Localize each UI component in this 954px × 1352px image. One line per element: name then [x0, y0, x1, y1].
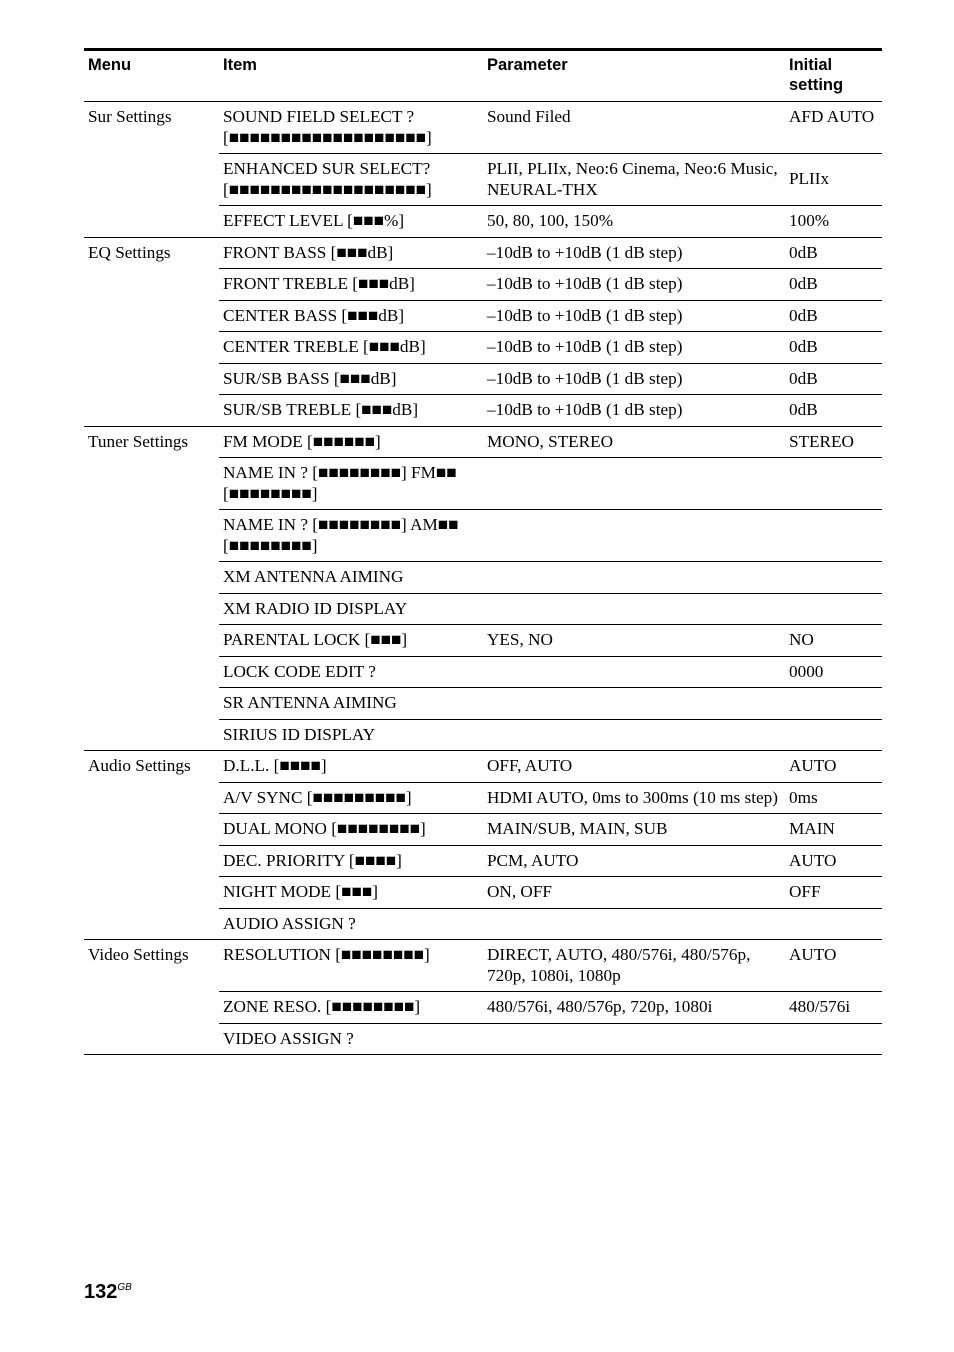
table-body: [84, 102, 882, 1055]
item-cell: AUDIO ASSIGN ?: [219, 908, 483, 940]
item-cell: NAME IN ? [■■■■■■■■] FM■■ [■■■■■■■■]: [219, 458, 483, 510]
parameter-cell: [483, 908, 785, 940]
initial-setting-cell: AUTO: [785, 940, 882, 992]
item-cell: D.L.L. [■■■■]: [219, 751, 483, 783]
initial-setting-cell: [785, 593, 882, 625]
header-menu: Menu: [84, 49, 219, 102]
initial-setting-cell: MAIN: [785, 814, 882, 846]
item-cell: XM RADIO ID DISPLAY: [219, 593, 483, 625]
initial-setting-cell: [785, 1023, 882, 1055]
initial-setting-cell: 0dB: [785, 269, 882, 301]
initial-setting-cell: PLIIx: [785, 154, 882, 206]
item-cell: ZONE RESO. [■■■■■■■■]: [219, 992, 483, 1024]
header-parameter: Parameter: [483, 49, 785, 102]
parameter-cell: 480/576i, 480/576p, 720p, 1080i: [483, 992, 785, 1024]
parameter-cell: –10dB to +10dB (1 dB step): [483, 395, 785, 427]
parameter-cell: [483, 562, 785, 594]
initial-setting-cell: 0ms: [785, 782, 882, 814]
parameter-cell: MAIN/SUB, MAIN, SUB: [483, 814, 785, 846]
initial-setting-cell: [785, 458, 882, 510]
initial-setting-cell: STEREO: [785, 426, 882, 458]
item-cell: DEC. PRIORITY [■■■■]: [219, 845, 483, 877]
initial-setting-cell: 100%: [785, 206, 882, 238]
table-header: [84, 49, 882, 102]
initial-setting-cell: [785, 510, 882, 562]
initial-setting-cell: NO: [785, 625, 882, 657]
parameter-cell: [483, 1023, 785, 1055]
item-cell: SUR/SB BASS [■■■dB]: [219, 363, 483, 395]
item-cell: DUAL MONO [■■■■■■■■]: [219, 814, 483, 846]
item-cell: XM ANTENNA AIMING: [219, 562, 483, 594]
parameter-cell: –10dB to +10dB (1 dB step): [483, 269, 785, 301]
parameter-cell: –10dB to +10dB (1 dB step): [483, 237, 785, 269]
parameter-cell: –10dB to +10dB (1 dB step): [483, 332, 785, 364]
item-cell: NAME IN ? [■■■■■■■■] AM■■ [■■■■■■■■]: [219, 510, 483, 562]
parameter-cell: [483, 719, 785, 751]
parameter-cell: –10dB to +10dB (1 dB step): [483, 300, 785, 332]
menu-cell: Audio Settings: [84, 751, 219, 940]
parameter-cell: DIRECT, AUTO, 480/576i, 480/576p, 720p, 1080i, 1080p: [483, 940, 785, 992]
page-number-value: 132: [84, 1281, 118, 1303]
initial-setting-cell: 0000: [785, 656, 882, 688]
parameter-cell: 50, 80, 100, 150%: [483, 206, 785, 238]
initial-setting-cell: AUTO: [785, 845, 882, 877]
item-cell: ENHANCED SUR SELECT? [■■■■■■■■■■■■■■■■■■■]: [219, 154, 483, 206]
item-cell: VIDEO ASSIGN ?: [219, 1023, 483, 1055]
initial-setting-cell: 480/576i: [785, 992, 882, 1024]
menu-cell: Video Settings: [84, 940, 219, 1055]
item-cell: NIGHT MODE [■■■]: [219, 877, 483, 909]
initial-setting-cell: [785, 908, 882, 940]
item-cell: A/V SYNC [■■■■■■■■■]: [219, 782, 483, 814]
item-cell: FRONT TREBLE [■■■dB]: [219, 269, 483, 301]
item-cell: CENTER BASS [■■■dB]: [219, 300, 483, 332]
item-cell: SR ANTENNA AIMING: [219, 688, 483, 720]
parameter-cell: YES, NO: [483, 625, 785, 657]
settings-table: [84, 49, 882, 1055]
initial-setting-cell: AUTO: [785, 751, 882, 783]
parameter-cell: PCM, AUTO: [483, 845, 785, 877]
item-cell: PARENTAL LOCK [■■■]: [219, 625, 483, 657]
initial-setting-cell: [785, 562, 882, 594]
page-number-suffix: GB: [117, 1282, 132, 1293]
item-cell: CENTER TREBLE [■■■dB]: [219, 332, 483, 364]
parameter-cell: HDMI AUTO, 0ms to 300ms (10 ms step): [483, 782, 785, 814]
item-cell: SUR/SB TREBLE [■■■dB]: [219, 395, 483, 427]
initial-setting-cell: 0dB: [785, 363, 882, 395]
menu-cell: Sur Settings: [84, 102, 219, 238]
header-item: Item: [219, 49, 483, 102]
table-row: [84, 102, 882, 154]
table-row: [84, 940, 882, 992]
initial-setting-cell: [785, 688, 882, 720]
table-row: [84, 237, 882, 269]
settings-table-wrap: [84, 49, 882, 1055]
header-initial-setting: Initial setting: [785, 49, 882, 102]
item-cell: RESOLUTION [■■■■■■■■]: [219, 940, 483, 992]
parameter-cell: ON, OFF: [483, 877, 785, 909]
menu-cell: EQ Settings: [84, 237, 219, 426]
item-cell: SOUND FIELD SELECT ? [■■■■■■■■■■■■■■■■■■■]: [219, 102, 483, 154]
parameter-cell: [483, 510, 785, 562]
initial-setting-cell: [785, 719, 882, 751]
initial-setting-cell: 0dB: [785, 300, 882, 332]
parameter-cell: Sound Filed: [483, 102, 785, 154]
table-row: [84, 426, 882, 458]
parameter-cell: PLII, PLIIx, Neo:6 Cinema, Neo:6 Music, NEURAL-THX: [483, 154, 785, 206]
parameter-cell: OFF, AUTO: [483, 751, 785, 783]
parameter-cell: [483, 656, 785, 688]
item-cell: EFFECT LEVEL [■■■%]: [219, 206, 483, 238]
parameter-cell: [483, 593, 785, 625]
item-cell: FM MODE [■■■■■■]: [219, 426, 483, 458]
page-number: [84, 1281, 132, 1304]
menu-cell: Tuner Settings: [84, 426, 219, 751]
parameter-cell: MONO, STEREO: [483, 426, 785, 458]
parameter-cell: [483, 458, 785, 510]
item-cell: LOCK CODE EDIT ?: [219, 656, 483, 688]
item-cell: FRONT BASS [■■■dB]: [219, 237, 483, 269]
initial-setting-cell: 0dB: [785, 395, 882, 427]
initial-setting-cell: OFF: [785, 877, 882, 909]
parameter-cell: [483, 688, 785, 720]
initial-setting-cell: 0dB: [785, 332, 882, 364]
parameter-cell: –10dB to +10dB (1 dB step): [483, 363, 785, 395]
initial-setting-cell: AFD AUTO: [785, 102, 882, 154]
initial-setting-cell: 0dB: [785, 237, 882, 269]
table-row: [84, 751, 882, 783]
item-cell: SIRIUS ID DISPLAY: [219, 719, 483, 751]
